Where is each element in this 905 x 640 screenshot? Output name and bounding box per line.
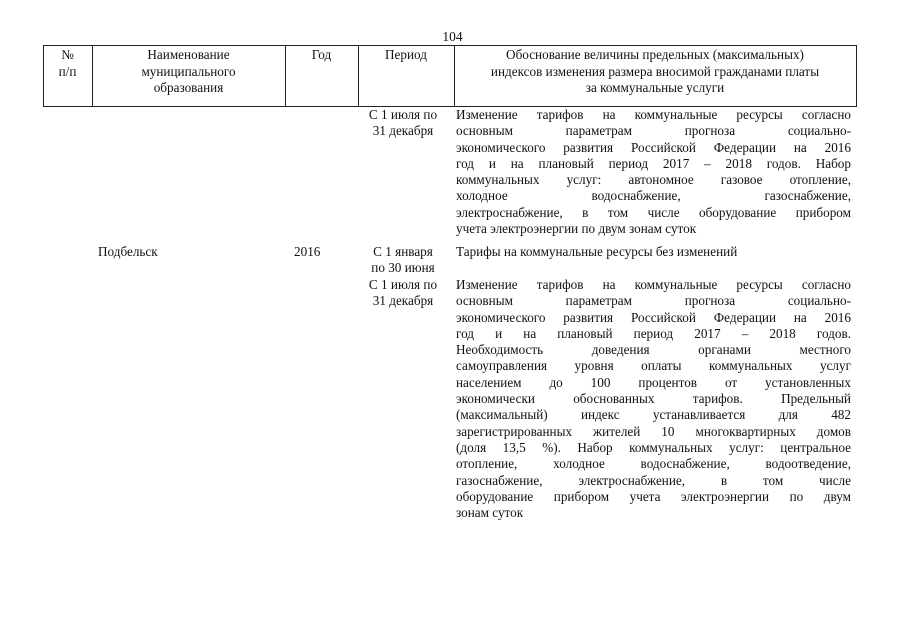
page-number: 104: [442, 29, 463, 44]
row-2-basis: Тарифы на коммунальные ресурсы без изменений: [456, 244, 738, 259]
header-basis: Обоснование величины предельных (максимальных) индексов изменения размера вносимой гражданами платы за коммунальные услуги: [490, 47, 820, 95]
column-divider: [856, 46, 857, 106]
row-3-period: С 1 июля по 31 декабря: [368, 277, 438, 309]
row-2-year: 2016: [294, 244, 321, 259]
header-period: Период: [385, 47, 427, 62]
row-2-period: С 1 января по 30 июня: [371, 244, 435, 276]
row-2-municipality: Подбельск: [98, 244, 158, 259]
row-1-basis: Изменение тарифов на коммунальные ресурсы согласно основным параметрам прогноза социально- экономического развития Российской Федерации на 2016 год и на плановый период 2017 – 2018 годов. Набор коммунальных услуг: автономное газовое отопление, холодное водоснабжение, газоснабжение, электроснабжение, в том числе оборудование прибором учета электроэнергии по двум зонам суток: [456, 107, 851, 237]
table-header: [43, 45, 857, 107]
header-number: № п/п: [58, 47, 77, 79]
row-1-period: С 1 июля по 31 декабря: [368, 107, 438, 139]
header-year: Год: [311, 47, 332, 62]
row-3-basis: Изменение тарифов на коммунальные ресурсы согласно основным параметрам прогноза социально- экономического развития Российской Федерации на 2016 год и на плановый период 2017 – 2018 годов. Необходимость доведения органами местного самоуправления уровня оплаты коммунальных услуг населением до 100 процентов от установленных экономически обоснованных тарифов. Предельный (максимальный) индекс устанавливается для 482 зарегистрированных жителей 10 многоквартирных домов (доля 13,5 %). Набор коммунальных услуг: центральное отопление, холодное водоснабжение, водоотведение, газоснабжение, электроснабжение, в том числе оборудование прибором учета электроэнергии по двум зонам суток: [456, 277, 851, 521]
header-municipality: Наименование муниципального образования: [141, 47, 236, 95]
